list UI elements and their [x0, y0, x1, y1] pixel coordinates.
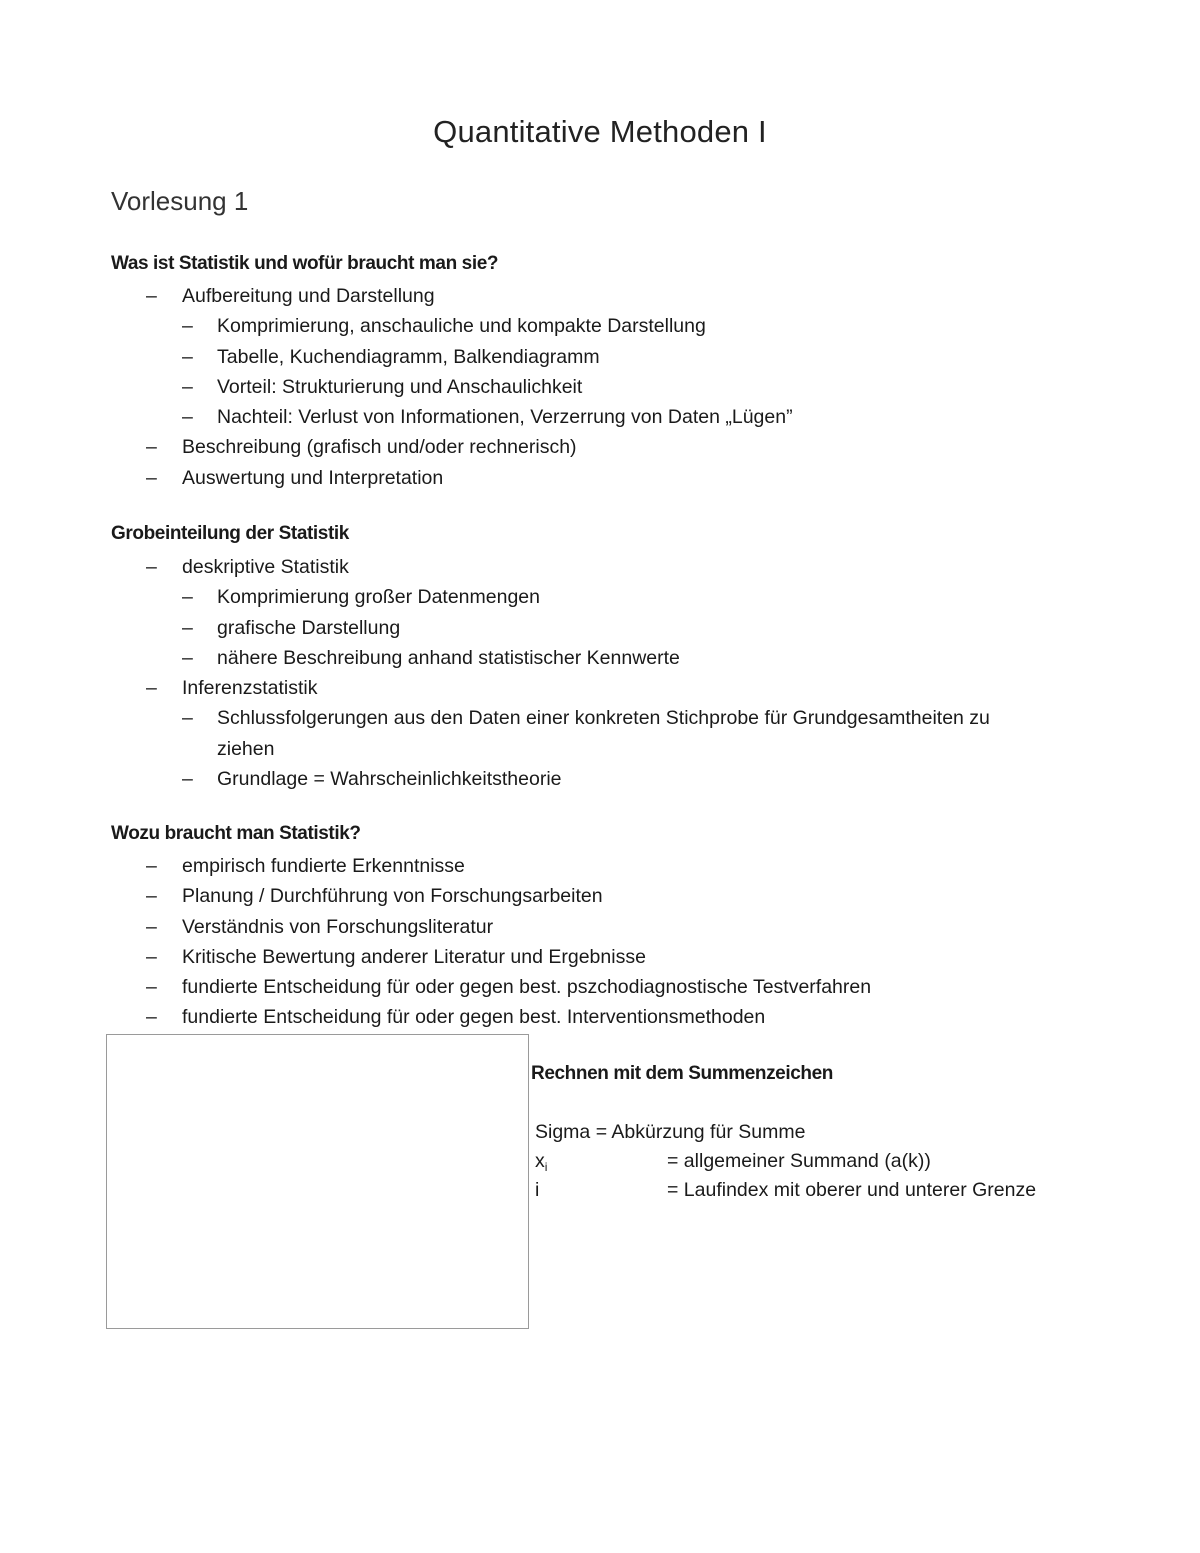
- bullet-dash: –: [146, 466, 157, 489]
- bullet-dash: –: [182, 646, 193, 669]
- lecture-heading: Vorlesung 1: [111, 186, 249, 216]
- list-item-text: Inferenzstatistik: [182, 677, 318, 700]
- bullet-dash: –: [182, 406, 193, 429]
- list-item-text: Auswertung und Interpretation: [182, 466, 444, 489]
- bullet-dash: –: [146, 855, 157, 877]
- section-heading-summenzeichen: Rechnen mit dem Summenzeichen: [531, 1063, 833, 1084]
- bullet-dash: –: [182, 768, 193, 791]
- list-item-text: Schlussfolgerungen aus den Daten einer konkreten Stichprobe für Grundgesamtheiten zu: [217, 707, 990, 730]
- index-definition: = Laufindex mit oberer und unterer Grenze: [667, 1179, 1037, 1201]
- bullet-dash: –: [182, 315, 193, 338]
- list-item-text: fundierte Entscheidung für oder gegen best. pszchodiagnostische Testverfahren: [182, 976, 872, 999]
- bullet-dash: –: [182, 586, 193, 609]
- list-item-text: empirisch fundierte Erkenntnisse: [182, 855, 465, 877]
- bullet-dash: –: [146, 885, 157, 908]
- list-item-text: Vorteil: Strukturierung und Anschaulichkeit: [217, 375, 583, 398]
- bullet-dash: –: [146, 677, 157, 700]
- section-heading-wozu: Wozu braucht man Statistik?: [111, 823, 361, 844]
- list-item-text: Aufbereitung und Darstellung: [182, 285, 435, 307]
- list-item-text: Grundlage = Wahrscheinlichkeitstheorie: [217, 768, 562, 791]
- section-heading-statistik: Was ist Statistik und wofür braucht man sie?: [111, 253, 499, 274]
- document-title: Quantitative Methoden I: [433, 114, 767, 149]
- list-item-text: deskriptive Statistik: [182, 556, 349, 578]
- list-item-text: Tabelle, Kuchendiagramm, Balkendiagramm: [217, 345, 600, 368]
- image-placeholder-frame: [106, 1034, 529, 1329]
- list-item-text: grafische Darstellung: [217, 616, 401, 639]
- list-item-text: fundierte Entscheidung für oder gegen best. Interventionsmethoden: [182, 1006, 766, 1029]
- bullet-dash: –: [146, 556, 157, 578]
- list-item-text: Kritische Bewertung anderer Literatur und Ergebnisse: [182, 945, 646, 968]
- list-item-text: nähere Beschreibung anhand statistischer Kennwerte: [217, 646, 680, 669]
- summand-symbol-x: x: [535, 1150, 545, 1172]
- summand-subscript: i: [544, 1160, 548, 1174]
- sigma-definition: Sigma = Abkürzung für Summe: [535, 1121, 806, 1143]
- bullet-dash: –: [182, 707, 193, 730]
- bullet-dash: –: [182, 616, 193, 639]
- list-item-text: Komprimierung, anschauliche und kompakte Darstellung: [217, 315, 706, 338]
- summand-definition: = allgemeiner Summand (a(k)): [667, 1150, 931, 1172]
- bullet-dash: –: [146, 1006, 157, 1029]
- section-heading-grobeinteilung: Grobeinteilung der Statistik: [111, 523, 349, 544]
- bullet-dash: –: [182, 375, 193, 398]
- bullet-dash: –: [146, 976, 157, 999]
- list-item-text: Beschreibung (grafisch und/oder rechnerisch): [182, 436, 577, 459]
- list-item-text: ziehen: [217, 737, 275, 760]
- list-item-text: Nachteil: Verlust von Informationen, Verzerrung von Daten „Lügen”: [217, 406, 793, 429]
- list-item-text: Verständnis von Forschungsliteratur: [182, 915, 494, 938]
- list-item-text: Komprimierung großer Datenmengen: [217, 586, 540, 609]
- summand-symbol: [535, 1150, 547, 1173]
- bullet-dash: –: [182, 345, 193, 368]
- index-symbol: i: [535, 1179, 540, 1201]
- bullet-dash: –: [146, 285, 157, 307]
- list-item-text: Planung / Durchführung von Forschungsarbeiten: [182, 885, 603, 908]
- bullet-dash: –: [146, 436, 157, 459]
- bullet-dash: –: [146, 945, 157, 968]
- bullet-dash: –: [146, 915, 157, 938]
